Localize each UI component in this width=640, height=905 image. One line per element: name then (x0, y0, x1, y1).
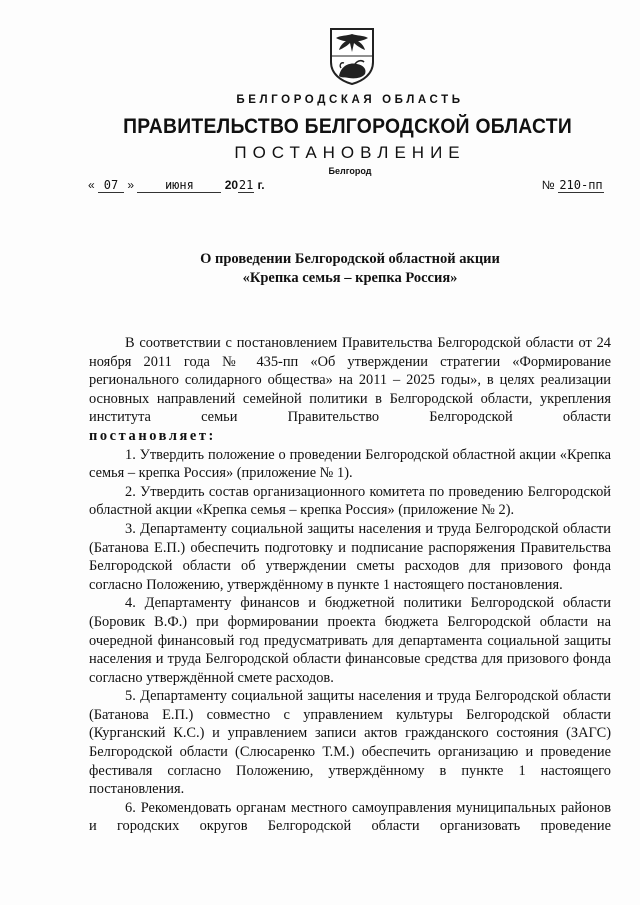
item-1: 1. Утвердить положение о проведении Белгородской областной акции «Крепка семья – крепка Россия» (приложение № 1). (89, 446, 611, 482)
date-year-prefix: 20 (224, 178, 239, 192)
city-name: Белгород (328, 166, 372, 176)
preamble-paragraph: В соответствии с постановлением Правительства Белгородской области от 24 ноября 2011 года № 435-пп «Об утверждении стратегии «Формирование регионального солидарного общества» на 2011 – 2025 годы», в целях реализации основных направлений семейной политики в Белгородской области, укрепления института семьи Правительство Белгородской области (89, 335, 611, 426)
item-3: 3. Департаменту социальной защиты населения и труда Белгородской области (Батанова Е.П.) обеспечить подготовку и подписание распоряжения Правительства Белгородской области об утверждении сметы расходов для призового фонда согласно Положению, утверждённому в пункте 1 настоящего постановления. (89, 520, 611, 593)
title-line-2: «Крепка семья – крепка Россия» (242, 270, 458, 286)
item-2: 2. Утвердить состав организационного комитета по проведению Белгородской областной акции «Крепка семья – крепка Россия» (приложение № 2). (89, 483, 611, 519)
coat-of-arms-emblem (327, 26, 377, 86)
date-month: июня (137, 178, 221, 193)
document-body (89, 334, 611, 836)
document-title (0, 250, 640, 288)
item-6: 6. Рекомендовать органам местного самоуправления муниципальных районов и городских округов Белгородской области организовать проведение (89, 799, 611, 835)
decree-word: постановляет: (89, 427, 216, 444)
date-year-end: г. (257, 178, 265, 192)
item-5: 5. Департаменту социальной защиты населения и труда Белгородской области (Батанова Е.П.) совместно с управлением культуры Белгородской области (Курганский К.С.) и управлением записи актов гражданского состояния (ЗАГС) Белгородской области (Слюсаренко Т.М.) обеспечить организацию и проведение фестиваля согласно Положению, утверждённому в пункте 1 настоящего постановления. (89, 688, 611, 798)
document-date (88, 178, 608, 193)
item-4: 4. Департаменту финансов и бюджетной политики Белгородской области (Боровик В.Ф.) при формировании проекта бюджета Белгородской области на очередной финансовый год предусматривать для департамента социальной защиты населения и труда Белгородской области финансовые средства для призового фонда согласно утверждённой смете расходов. (89, 595, 611, 686)
date-open-quote: « (88, 178, 95, 192)
date-day: 07 (98, 178, 124, 193)
title-line-1: О проведении Белгородской областной акции (200, 251, 500, 267)
number-value: 210-пп (559, 178, 603, 192)
document-type: ПОСТАНОВЛЕНИЕ (234, 143, 466, 162)
document-number (542, 178, 604, 193)
date-year-suffix: 21 (238, 178, 254, 192)
number-prefix: № (541, 178, 555, 192)
date-close-quote: » (127, 178, 135, 192)
government-name: ПРАВИТЕЛЬСТВО БЕЛГОРОДСКОЙ ОБЛАСТИ (123, 115, 573, 138)
region-name: БЕЛГОРОДСКАЯ ОБЛАСТЬ (236, 94, 464, 106)
